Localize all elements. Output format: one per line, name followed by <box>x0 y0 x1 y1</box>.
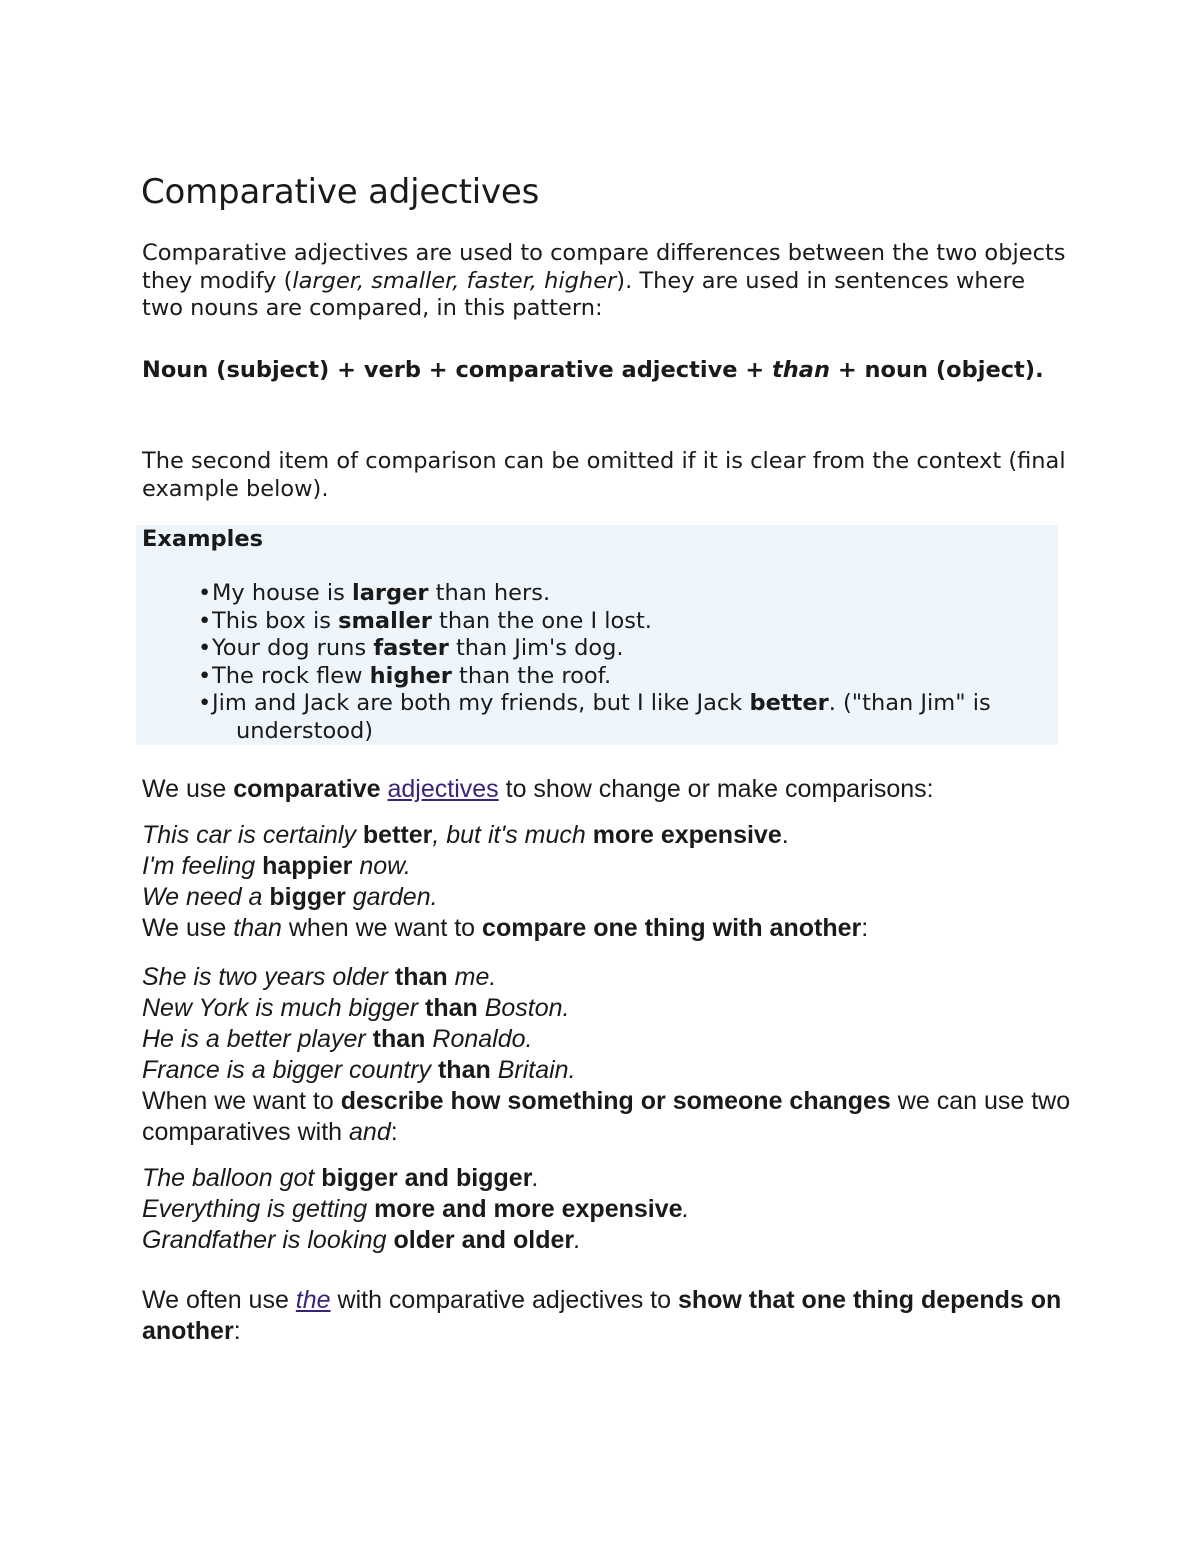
example-sentence: Everything is getting more and more expensive. <box>142 1195 690 1223</box>
pattern-formula: Noun (subject) + verb + comparative adjective + than + noun (object). <box>142 357 1044 383</box>
example-sentences-block-3 <box>142 1163 1082 1256</box>
bullet-icon: • <box>198 635 212 661</box>
bullet-icon: • <box>198 607 212 634</box>
bullet-icon: • <box>198 690 212 716</box>
example-sentence: I'm feeling happier now. <box>142 852 411 880</box>
list-item: •My house is larger than hers. <box>198 580 551 606</box>
example-sentence: He is a better player than Ronaldo. <box>142 1025 533 1053</box>
example-sentence: New York is much bigger than Boston. <box>142 994 570 1022</box>
example-sentence: This car is certainly better, but it's much more expensive. <box>142 821 789 849</box>
the-usage-paragraph: We often use the with comparative adjectives to show that one thing depends on another: <box>142 1286 1062 1345</box>
examples-list <box>198 580 1048 745</box>
example-sentence: Grandfather is looking older and older. <box>142 1226 582 1254</box>
page-title: Comparative adjectives <box>141 172 540 212</box>
bullet-icon: • <box>198 580 212 606</box>
the-link[interactable]: the <box>295 1286 331 1314</box>
examples-heading: Examples <box>142 526 263 552</box>
example-sentence: She is two years older than me. <box>142 963 497 991</box>
intro-paragraph: Comparative adjectives are used to compare differences between the two objects they modify (larger, smaller, faster, higher). They are used in sentences where two nouns are compared, in this pattern: <box>142 240 1066 321</box>
example-sentences-block-2 <box>142 962 1082 1148</box>
list-item: •This box is smaller than the one I lost. <box>198 607 652 634</box>
list-item: •The rock flew higher than the roof. <box>198 662 612 689</box>
example-sentence: We need a bigger garden. <box>142 883 438 911</box>
list-item: •Jim and Jack are both my friends, but I like Jack better. ("than Jim" is understood) <box>198 690 991 744</box>
change-usage-sentence: When we want to describe how something or someone changes we can use two comparatives with and: <box>142 1087 1071 1146</box>
than-usage-sentence: We use than when we want to compare one thing with another: <box>142 914 869 942</box>
comparative-usage-paragraph: We use comparative adjectives to show change or make comparisons: <box>142 775 934 803</box>
example-sentence: The balloon got bigger and bigger. <box>142 1164 540 1192</box>
adjectives-link[interactable]: adjectives <box>387 775 499 803</box>
bullet-icon: • <box>198 662 212 689</box>
example-sentence: France is a bigger country than Britain. <box>142 1056 576 1084</box>
list-item: •Your dog runs faster than Jim's dog. <box>198 635 624 661</box>
example-sentences-block-1 <box>142 820 1082 944</box>
omit-note-paragraph: The second item of comparison can be omitted if it is clear from the context (final example below). <box>142 448 1066 502</box>
